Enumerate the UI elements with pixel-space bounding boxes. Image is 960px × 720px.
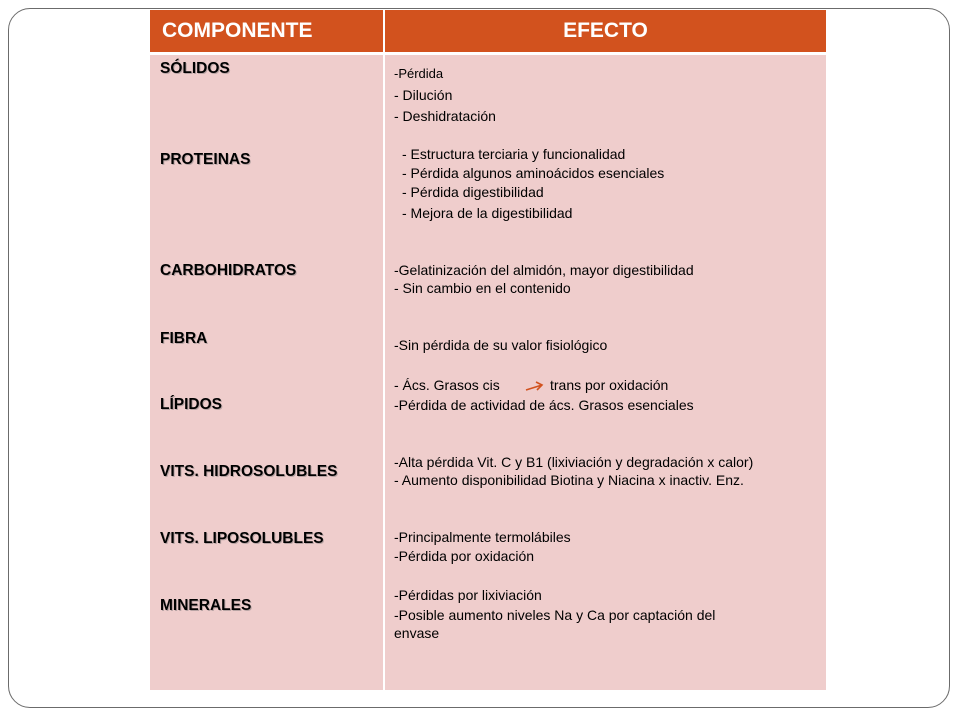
effect-proteinas-3: - Pérdida digestibilidad [402,184,544,200]
effect-solidos-3: - Deshidratación [394,108,496,124]
effect-solidos-2: - Dilución [394,87,453,103]
effect-minerales-3: envase [394,625,440,641]
effect-fibra-1: -Sin pérdida de su valor fisiológico [394,337,608,353]
component-lipidos: LÍPIDOS [160,396,223,413]
effect-minerales-1: -Pérdidas por lixiviación [394,587,542,603]
effect-proteinas-1: - Estructura terciaria y funcionalidad [402,146,626,162]
effect-vits-lipo-1: -Principalmente termolábiles [394,529,571,545]
effect-vits-lipo-2: -Pérdida por oxidación [394,548,535,564]
effect-proteinas-2: - Pérdida algunos aminoácidos esenciales [402,165,665,181]
effect-proteinas-4: - Mejora de la digestibilidad [402,205,573,221]
effect-carbohidratos-2: - Sin cambio en el contenido [394,280,571,296]
component-vits-hidrosolubles: VITS. HIDROSOLUBLES [160,463,338,480]
component-carbohidratos: CARBOHIDRATOS [160,262,297,279]
component-proteinas: PROTEINAS [160,151,251,168]
effect-lipidos-1a: - Ács. Grasos cis [394,377,500,393]
component-minerales: MINERALES [160,597,252,614]
effect-lipidos-1b: trans por oxidación [550,377,669,393]
header-componente: COMPONENTE [150,10,383,52]
effect-vits-hidro-2: - Aumento disponibilidad Biotina y Niacina x inactiv. Enz. [394,472,744,488]
component-vits-liposolubles: VITS. LIPOSOLUBLES [160,530,324,547]
effect-solidos-1: -Pérdida [394,66,444,81]
effect-minerales-2: -Posible aumento niveles Na y Ca por captación del [394,607,716,623]
effect-carbohidratos-1: -Gelatinización del almidón, mayor digestibilidad [394,262,694,278]
header-efecto: EFECTO [385,10,826,52]
effect-vits-hidro-1: -Alta pérdida Vit. C y B1 (lixiviación y degradación x calor) [394,454,754,470]
component-solidos: SÓLIDOS [160,60,230,77]
component-fibra: FIBRA [160,330,208,347]
right-arrow-icon [524,379,546,395]
effect-lipidos-2: -Pérdida de actividad de ács. Grasos esenciales [394,397,694,413]
